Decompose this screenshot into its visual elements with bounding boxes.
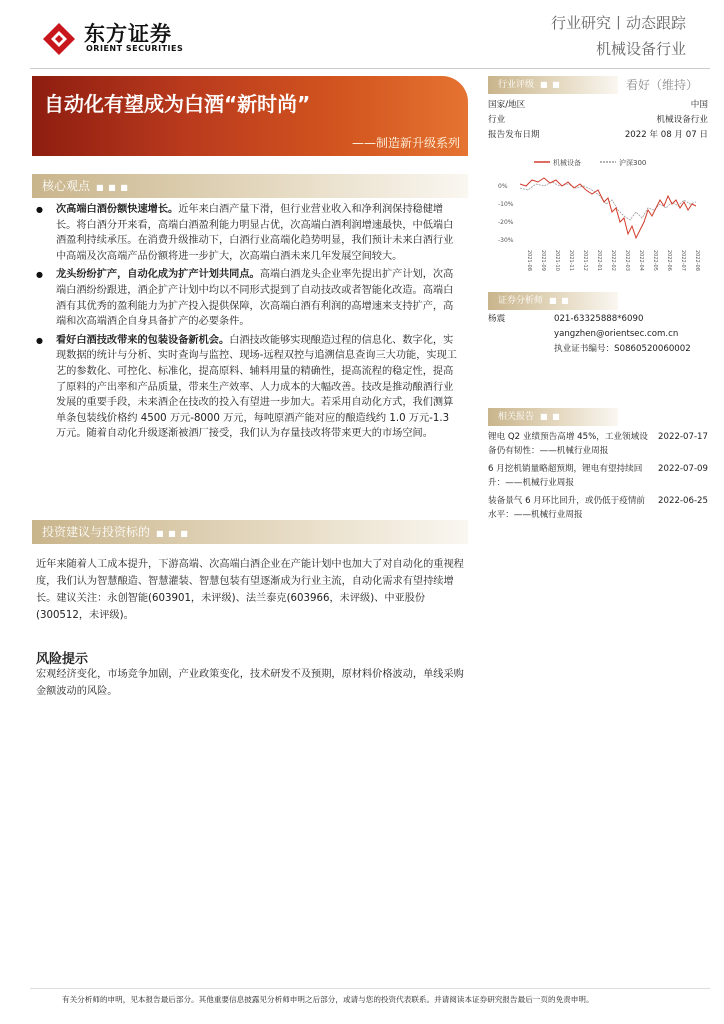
x-tick-label: 2022-04: [638, 250, 644, 271]
related-report-title[interactable]: 6 月挖机销量略超预期，锂电有望持续回升：——机械行业周报: [488, 464, 643, 488]
risk-heading: 风险提示: [36, 652, 89, 667]
x-tick-labels: [526, 250, 700, 271]
investment-text: 近年来随着人工成本提升，下游高端、次高端白酒企业在产能计划中也加大了对自动化的重视程度，我们认为智慧酿造、智慧灌装、智慧包装有望逐渐成为行业主流，自动化需求有望持续增长。建议关注：永创智能(603901，未评级)、法兰泰克(603966，未评级)、中亚股份(300512，未评级)。: [36, 559, 464, 621]
info-row: [488, 128, 708, 143]
section-dots-icon: ■ ■: [549, 296, 570, 305]
x-tick-label: 2021-09: [540, 250, 546, 271]
analyst-phone: 021-63325888*6090: [554, 314, 644, 324]
section-analyst: [488, 292, 618, 310]
core-view-item: [36, 202, 460, 264]
header-divider: [30, 68, 710, 69]
related-report-date: 2022-06-25: [658, 496, 708, 506]
section-related-reports: [488, 408, 618, 426]
legend-label-machinery: 机械设备: [553, 159, 581, 167]
analyst-info: [488, 312, 708, 357]
x-tick-label: 2022-07: [680, 250, 686, 271]
core-view-list: [36, 202, 460, 445]
footer-divider: [30, 988, 710, 989]
bullet-text: 高端白酒龙头企业率先提出扩产计划，次高端白酒纷纷跟进，酒企扩产计划中均以不同形式提到了自动技改或者智能化改造。高端白酒有其优秀的盈利能力为扩产投入提供保障，次高端白酒有利润的高增速来支持扩产，高端和次高端酒企自身具备扩产的必要条件。: [56, 269, 454, 328]
related-report-title[interactable]: 锂电 Q2 业绩预告高增 45%，工业领域设备仍有韧性：——机械行业周报: [488, 432, 648, 456]
report-title: 自动化有望成为白酒“新时尚”: [44, 92, 311, 116]
x-tick-label: 2022-05: [652, 250, 658, 271]
section-core-views: [32, 174, 468, 198]
logo-text-en: ORIENT SECURITIES: [86, 44, 184, 53]
analyst-name: 杨震: [488, 314, 506, 324]
section-title: 行业评级: [498, 80, 535, 90]
logo-text-cn: 东方证券: [84, 22, 172, 46]
risk-text: 宏观经济变化，市场竞争加剧，产业政策变化，技术研发不及预期，原材料价格波动，单线采购金额波动的风险。: [36, 669, 464, 697]
industry-rating: 看好（维持）: [626, 78, 699, 92]
orient-securities-logo-icon: [42, 22, 76, 56]
info-value: 2022 年 08 月 07 日: [624, 130, 708, 140]
x-tick-label: 2022-03: [624, 250, 630, 271]
related-report-title[interactable]: 装备景气 6 月环比回升，或仍低于疫情前水平：——机械行业周报: [488, 496, 646, 520]
info-value: 机械设备行业: [656, 115, 708, 125]
section-dots-icon: ■ ■ ■: [96, 183, 129, 192]
y-tick-label: -30%: [498, 237, 514, 244]
section-investment: [32, 520, 468, 544]
related-report-date: 2022-07-17: [658, 432, 708, 442]
y-tick-label: 0%: [498, 183, 508, 190]
info-value: 中国: [690, 100, 708, 110]
related-report-date: 2022-07-09: [658, 464, 708, 474]
section-title: 核心观点: [42, 179, 91, 193]
bullet-text: 白酒技改能够实现酿造过程的信息化、数字化，实现数据的统计与分析、实时查询与监控、现场-远程双控与追溯信息查询三大功能，实现工艺的参数化、可控化、标准化，提高原料、辅料用量的精确性，提高流程的稳定性，提高了原料的产出率和产品质量，带来生产效率、人力成本的大幅改善。技改是推动酿酒行业发展的重要手段，未来酒企在技改的投入有望进一步加大。若采用自动化方式，我们测算单条包装线价格约 4500 万元-8000 万元，每吨原酒产能对应的酿造线约 1.0 万元-1.3 万元。随着自动化升级逐渐被酒厂接受，我们认为存量技改将带来更大的市场空间。: [56, 334, 457, 440]
bullet-lead: 龙头纷纷扩产，自动化成为扩产计划共同点。: [56, 269, 260, 281]
bullet-lead: 看好白酒技改带来的包装设备新机会。: [56, 334, 230, 346]
x-tick-label: 2021-08: [526, 250, 532, 271]
x-tick-label: 2022-01: [596, 250, 602, 271]
bullet-text: 近年来白酒产量下滑，但行业营业收入和净利润保持稳健增长。将白酒分开来看，高端白酒盈利能力明显占优，次高端白酒利润增速最快，中低端白酒盈利持续承压。在消费升级推动下，白酒行业高端化趋势明显，我们预计未来白酒行业中高端及次高端产品份额将进一步扩大，次高端白酒未来几年发展空间较大。: [56, 204, 454, 262]
section-dots-icon: ■ ■: [540, 80, 561, 89]
analyst-row: [488, 312, 708, 327]
info-key: 报告发布日期: [488, 130, 540, 140]
series-line-machinery: [520, 178, 696, 238]
series-line-csi300: [520, 182, 696, 220]
footer-disclaimer: 有关分析师的申明，见本报告最后部分。其他重要信息披露见分析师申明之后部分，或请与您的投资代表联系。并请阅读本证券研究报告最后一页的免责申明。: [62, 995, 594, 1004]
info-row: [488, 113, 708, 128]
related-report-item[interactable]: [488, 430, 708, 458]
section-dots-icon: ■ ■ ■: [156, 529, 189, 538]
report-category: 行业研究丨动态跟踪: [550, 14, 686, 32]
report-series: ——制造新升级系列: [351, 136, 460, 150]
section-rating: [488, 76, 618, 94]
section-title: 相关报告: [498, 412, 535, 422]
section-title: 投资建议与投资标的: [42, 525, 151, 539]
bullet-lead: 次高端白酒份额快速增长。: [56, 204, 179, 215]
x-tick-label: 2022-06: [666, 250, 672, 271]
related-report-item[interactable]: [488, 494, 708, 522]
x-tick-label: 2021-11: [568, 250, 574, 271]
x-tick-label: 2021-10: [554, 250, 560, 271]
related-report-list: [488, 430, 708, 522]
section-dots-icon: ■ ■: [540, 412, 561, 421]
section-title: 证券分析师: [498, 296, 544, 306]
performance-chart: [488, 150, 710, 280]
core-view-item: [36, 333, 460, 442]
core-view-item: [36, 267, 460, 329]
report-info: [488, 98, 708, 143]
related-report-item[interactable]: [488, 462, 708, 490]
report-industry: 机械设备行业: [595, 40, 686, 58]
analyst-cert: 执业证书编号：S0860520060002: [554, 344, 691, 354]
x-tick-label: 2022-02: [610, 250, 616, 271]
x-tick-label: 2021-12: [582, 250, 588, 271]
y-tick-label: -10%: [498, 201, 514, 208]
analyst-email: yangzhen@orientsec.com.cn: [554, 329, 679, 339]
y-tick-label: -20%: [498, 219, 514, 226]
info-key: 国家/地区: [488, 100, 526, 110]
info-key: 行业: [488, 115, 506, 125]
x-tick-label: 2022-08: [694, 250, 700, 271]
info-row: [488, 98, 708, 113]
legend-label-csi300: 沪深300: [619, 159, 647, 167]
